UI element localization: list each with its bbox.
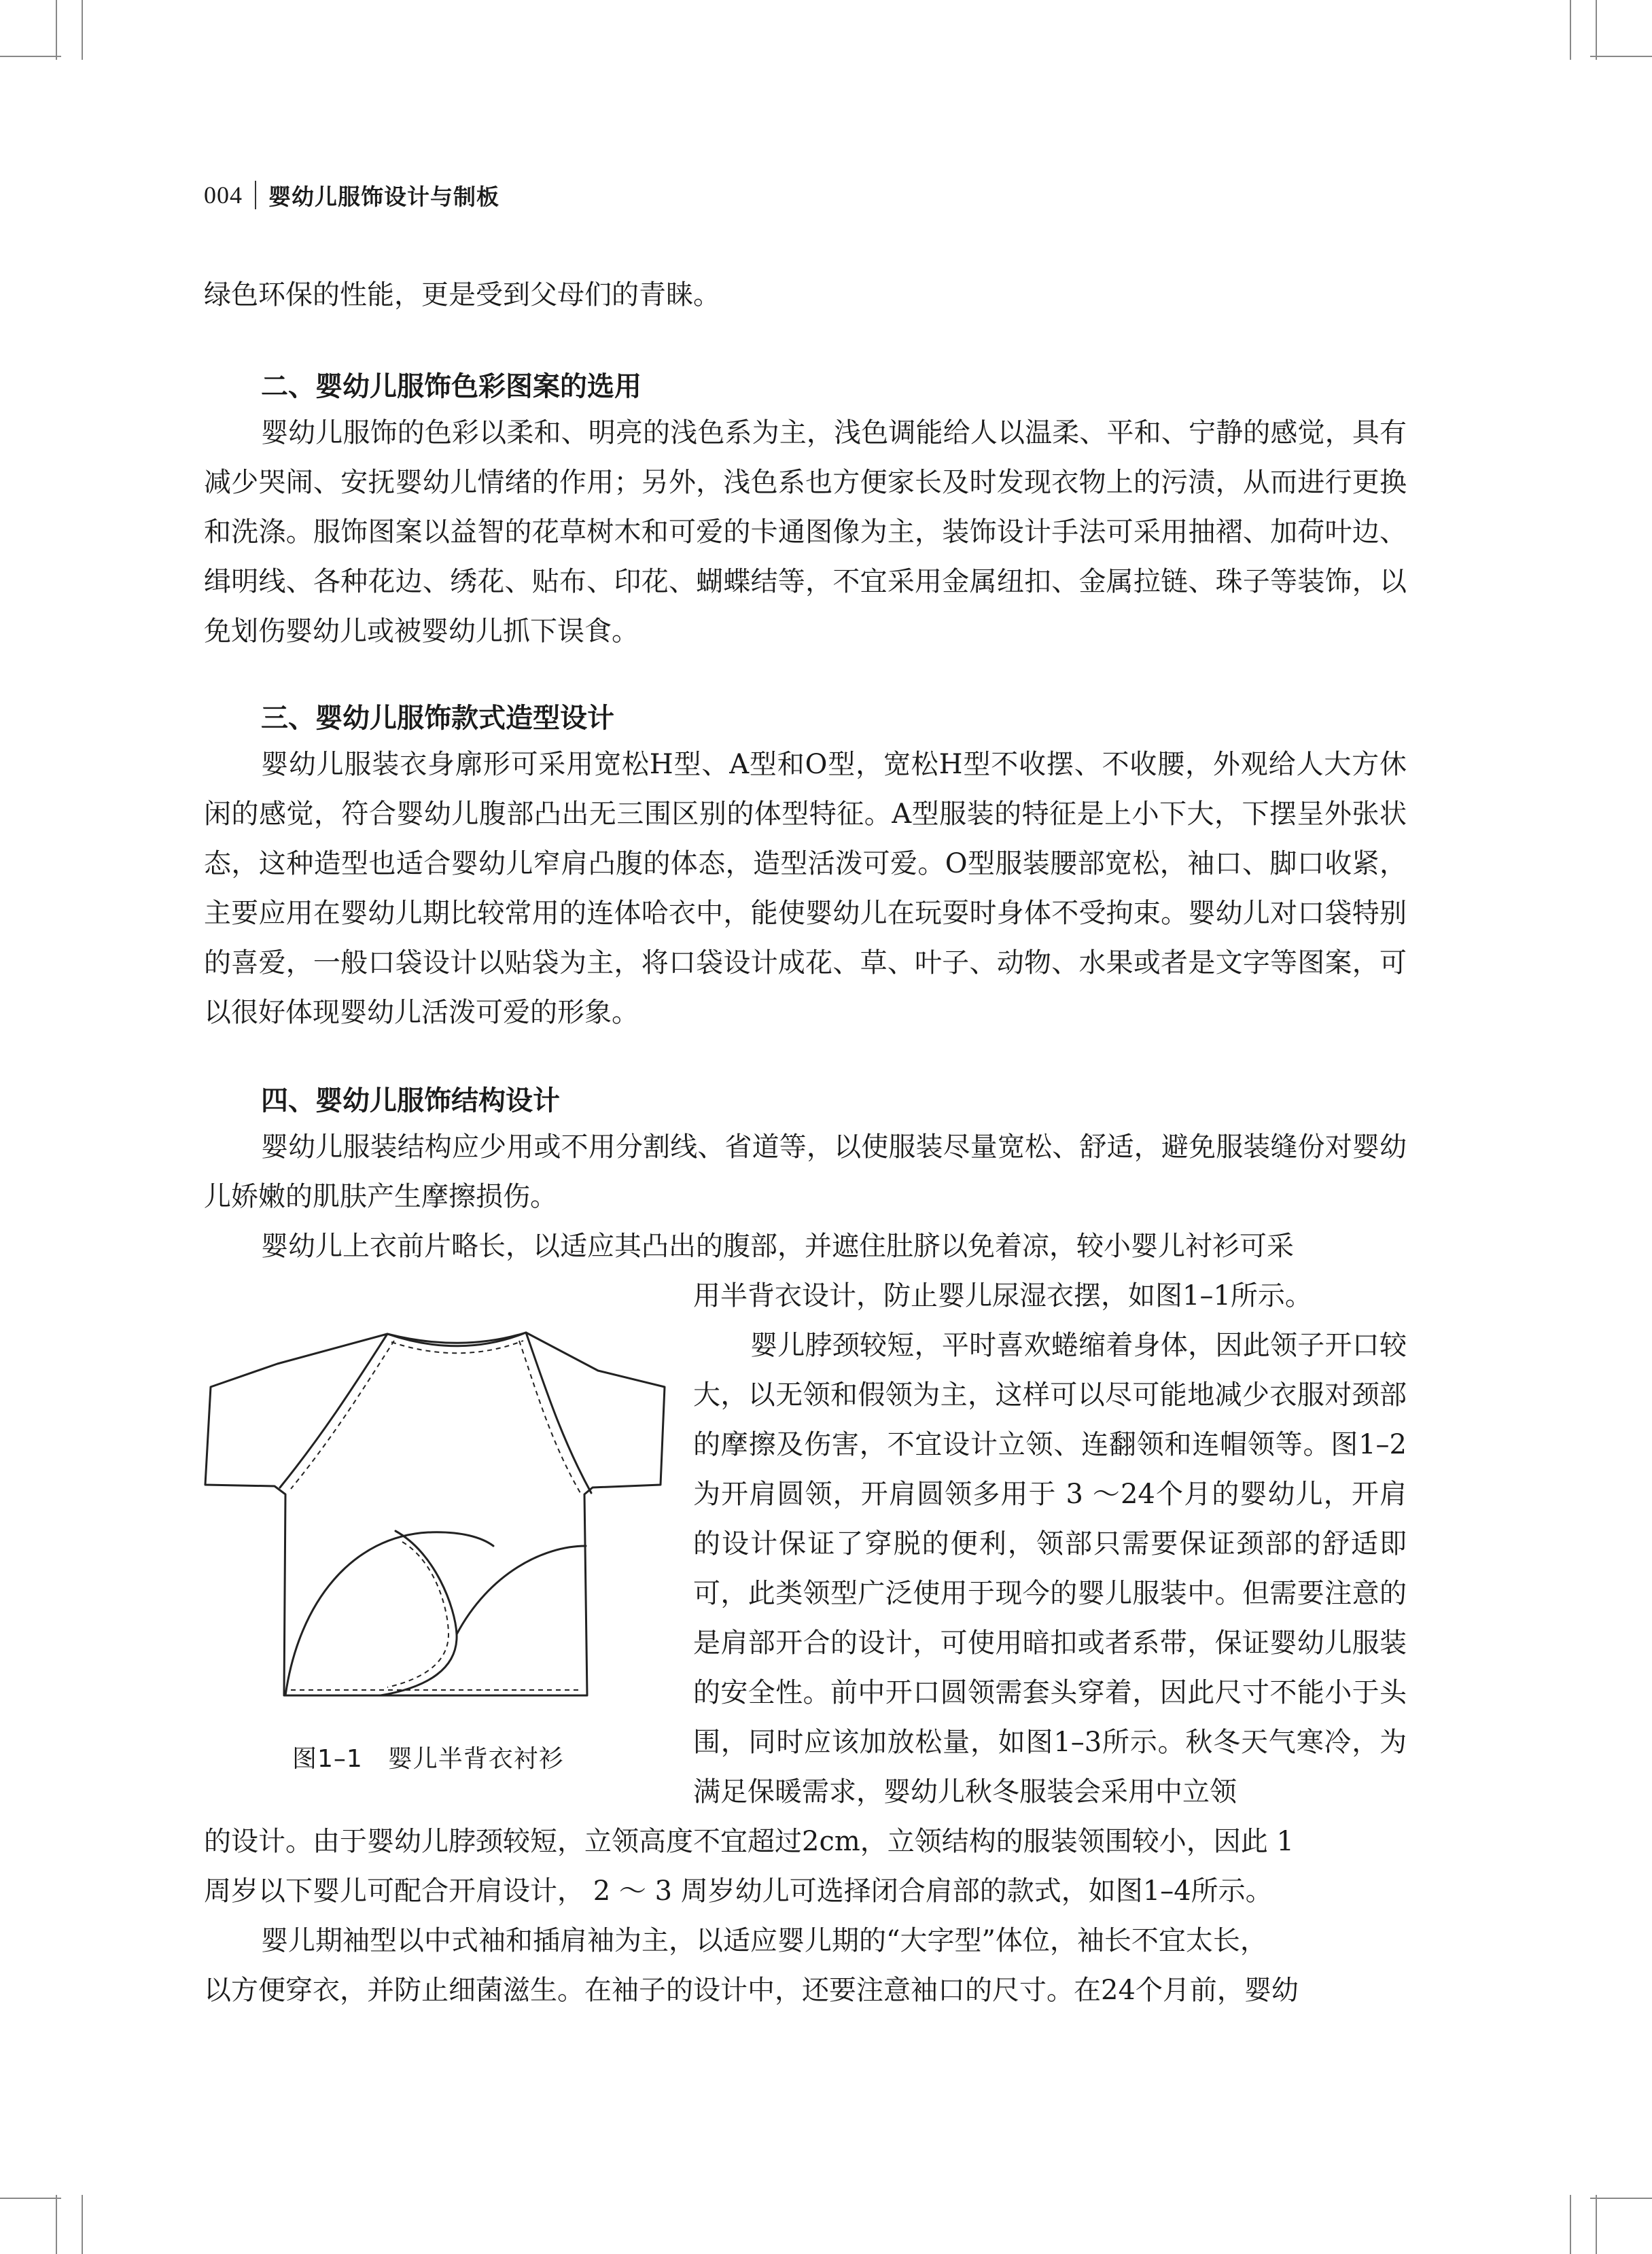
section-4-paragraph-4-line-2: 以方便穿衣，并防止细菌滋生。在袖子的设计中，还要注意袖口的尺寸。在24个月前，婴幼 [204, 1975, 1299, 2006]
crop-mark [1590, 2198, 1652, 2199]
figure-caption: 图1–1 婴儿半背衣衬衫 [292, 1745, 564, 1773]
section-heading-4: 四、婴幼儿服饰结构设计 [261, 1085, 560, 1116]
section-4-paragraph-3-wrap: 婴儿脖颈较短，平时喜欢蜷缩着身体，因此领子开口较大，以无领和假领为主，这样可以尽可能地减少衣服对颈部的摩擦及伤害，不宜设计立领、连翻领和连帽领等。图1–2为开肩圆领，开肩圆领多用于 3 ～24个月的婴幼儿，开肩的设计保证了穿脱的便利，领部只需要保证颈部的舒适即可，此类领型广泛使用于现今的婴儿服装中。但需要注意的是肩部开合的设计，可使用暗扣或者系带，保证婴幼儿服装的安全性。前中开口圆领需套头穿着，因此尺寸不能小于头围，同时应该加放松量，如图1–3所示。秋冬天气寒冷，为满足保暖需求，婴幼儿秋冬服装会采用中立领 [693, 1330, 1407, 1808]
section-4-paragraph-3-line-2: 周岁以下婴儿可配合开肩设计， 2 ～ 3 周岁幼儿可选择闭合肩部的款式，如图1–4所示。 [204, 1876, 1273, 1907]
right-hem-curve [457, 1546, 586, 1634]
crop-mark [1590, 56, 1652, 57]
crop-mark [0, 2198, 61, 2199]
crop-mark [1596, 0, 1597, 60]
paragraph-continuation: 绿色环保的性能，更是受到父母们的青睐。 [204, 279, 720, 311]
running-header [204, 178, 499, 212]
crop-mark [82, 2195, 83, 2254]
left-raglan-seam [280, 1334, 387, 1487]
crop-mark [56, 2195, 57, 2254]
page-number: 004 [204, 181, 243, 209]
section-2-paragraph: 婴幼儿服饰的色彩以柔和、明亮的浅色系为主，浅色调能给人以温柔、平和、宁静的感觉，具有减少哭闹、安抚婴幼儿情绪的作用；另外，浅色系也方便家长及时发现衣物上的污渍，从而进行更换和洗涤。服饰图案以益智的花草树木和可爱的卡通图像为主，装饰设计手法可采用抽褶、加荷叶边、缉明线、各种花边、绣花、贴布、印花、蝴蝶结等，不宜采用金属纽扣、金属拉链、珠子等装饰，以免划伤婴幼儿或被婴幼儿抓下误食。 [204, 417, 1407, 647]
overlap-stitch [387, 1542, 449, 1687]
section-4-paragraph-2-line-2: 用半背衣设计，防止婴儿尿湿衣摆，如图1–1所示。 [693, 1280, 1312, 1311]
crop-mark [82, 0, 83, 60]
figure-half-back-shirt [190, 1315, 666, 1736]
header-divider [255, 181, 256, 209]
shirt-outline [205, 1333, 665, 1695]
section-4-paragraph-2-line-1: 婴幼儿上衣前片略长，以适应其凸出的腹部，并遮住肚脐以免着凉，较小婴儿衬衫可采 [261, 1231, 1294, 1262]
book-title: 婴幼儿服饰设计与制板 [268, 183, 499, 210]
right-raglan-seam [526, 1333, 591, 1493]
section-3-paragraph: 婴幼儿服装衣身廓形可采用宽松H型、A型和O型，宽松H型不收摆、不收腰，外观给人大方休闲的感觉，符合婴幼儿腹部凸出无三围区别的体型特征。A型服装的特征是上小下大，下摆呈外张状态，这种造型也适合婴幼儿窄肩凸腹的体态，造型活泼可爱。O型服装腰部宽松，袖口、脚口收紧，主要应用在婴幼儿期比较常用的连体哈衣中，能使婴幼儿在玩耍时身体不受拘束。婴幼儿对口袋特别的喜爱，一般口袋设计以贴袋为主，将口袋设计成花、草、叶子、动物、水果或者是文字等图案，可以很好体现婴幼儿活泼可爱的形象。 [204, 749, 1407, 1028]
crop-mark [1570, 0, 1571, 60]
section-4-paragraph-3-line-1: 的设计。由于婴幼儿脖颈较短，立领高度不宜超过2cm，立领结构的服装领围较小，因此 1 [204, 1826, 1294, 1857]
section-4-paragraph-1: 婴幼儿服装结构应少用或不用分割线、省道等，以使服装尽量宽松、舒适，避免服装缝份对婴幼儿娇嫩的肌肤产生摩擦损伤。 [204, 1131, 1407, 1212]
section-heading-2: 二、婴幼儿服饰色彩图案的选用 [261, 371, 642, 402]
left-hem-curve [285, 1532, 493, 1695]
crop-mark [0, 56, 61, 57]
crop-mark [1596, 2195, 1597, 2254]
section-heading-3: 三、婴幼儿服饰款式造型设计 [261, 703, 614, 734]
right-seam-stitch [519, 1341, 580, 1493]
section-4-paragraph-4-line-1: 婴儿期袖型以中式袖和插肩袖为主，以适应婴儿期的“大字型”体位，袖长不宜太长， [261, 1925, 1267, 1956]
crop-mark [56, 0, 57, 60]
left-seam-stitch [291, 1341, 394, 1489]
crop-mark [1570, 2195, 1571, 2254]
